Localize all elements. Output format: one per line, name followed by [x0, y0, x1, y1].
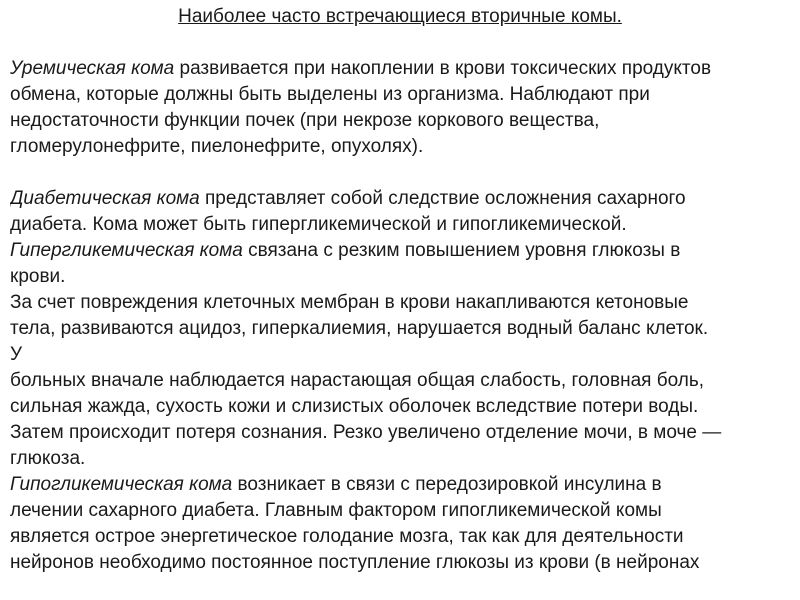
hyperglycemic-line-9: глюкоза.: [10, 448, 86, 469]
hyperglycemic-line-7: сильная жажда, сухость кожи и слизистых оболочек вследствие потери воды.: [10, 396, 699, 417]
uremic-line-3: недостаточности функции почек (при некрозе коркового вещества,: [10, 110, 600, 131]
hypoglycemic-line-1: [10, 472, 800, 498]
hypoglycemic-line-3: является острое энергетическое голодание мозга, так как для деятельности: [10, 526, 684, 547]
uremic-line-4: гломерулонефрите, пиелонефрите, опухолях).: [10, 136, 424, 157]
hyperglycemic-line-5: У: [10, 344, 23, 365]
hyperglycemic-line-8: Затем происходит потеря сознания. Резко увеличено отделение мочи, в моче —: [10, 422, 722, 443]
diabetic-line-1: [10, 186, 800, 212]
document-title: Наиболее часто встречающиеся вторичные комы.: [178, 6, 622, 27]
diabetic-term: Диабетическая кома: [10, 188, 200, 209]
hyperglycemic-line-1-text: связана с резким повышением уровня глюкозы в: [242, 240, 681, 261]
uremic-line-1: [10, 56, 800, 82]
hyperglycemic-line-6: больных вначале наблюдается нарастающая общая слабость, головная боль,: [10, 370, 705, 391]
hyperglycemic-line-1: [10, 238, 800, 264]
hypoglycemic-line-1-text: возникает в связи с передозировкой инсулина в: [232, 474, 662, 495]
hyperglycemic-line-2: крови.: [10, 266, 66, 287]
uremic-line-1-text: развивается при накоплении в крови токсических продуктов: [174, 58, 712, 79]
diabetic-line-2: диабета. Кома может быть гипергликемической и гипогликемической.: [10, 214, 627, 235]
uremic-line-2: обмена, которые должны быть выделены из организма. Наблюдают при: [10, 84, 650, 105]
diabetic-line-1-text: представляет собой следствие осложнения сахарного: [199, 188, 686, 209]
hyperglycemic-term: Гипергликемическая кома: [10, 240, 243, 261]
hyperglycemic-line-3: За счет повреждения клеточных мембран в крови накапливаются кетоновые: [10, 292, 689, 313]
document-body: [10, 56, 800, 576]
hypoglycemic-term: Гипогликемическая кома: [10, 474, 233, 495]
hypoglycemic-line-2: лечении сахарного диабета. Главным фактором гипогликемической комы: [10, 500, 662, 521]
hypoglycemic-line-4: нейронов необходимо постоянное поступление глюкозы из крови (в нейронах: [10, 552, 700, 573]
paragraph-spacer: [10, 160, 800, 186]
hyperglycemic-line-4: тела, развиваются ацидоз, гиперкалиемия, нарушается водный баланс клеток.: [10, 318, 709, 339]
uremic-term: Уремическая кома: [10, 58, 175, 79]
